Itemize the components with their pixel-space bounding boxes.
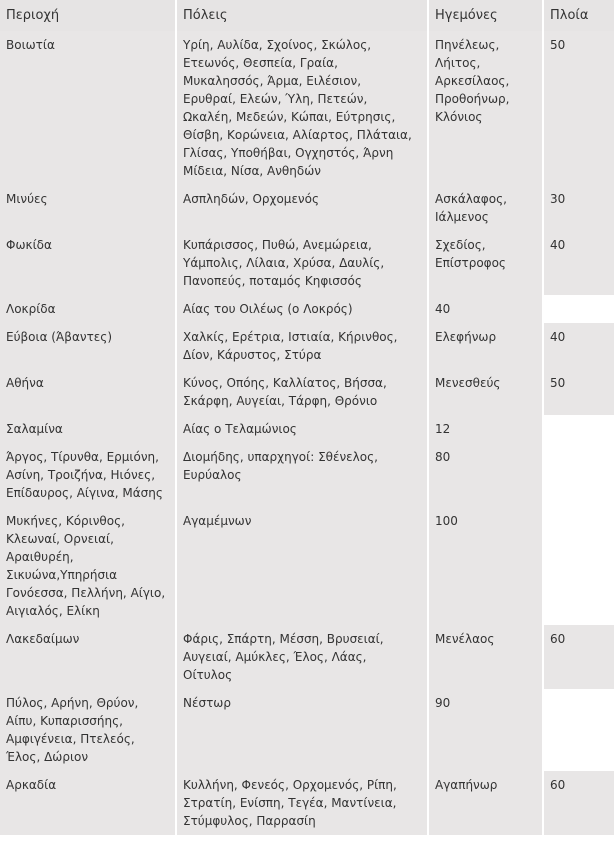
ships-cell: 60 bbox=[544, 625, 614, 689]
leaders-cell: 90 bbox=[429, 689, 542, 771]
ships-cell: 30 bbox=[544, 185, 614, 231]
table-row bbox=[0, 625, 614, 689]
cities-cell: Αίας ο Τελαμώνιος bbox=[177, 415, 427, 443]
leaders-cell: 80 bbox=[429, 443, 542, 507]
ships-cell bbox=[544, 507, 614, 625]
cities-cell: Διομήδης, υπαρχηγοί: Σθένελος, Ευρύαλος bbox=[177, 443, 427, 507]
region-cell: Εύβοια (Άβαντες) bbox=[0, 323, 175, 369]
region-cell: Μυκήνες, Κόρινθος, Κλεωναί, Ορνειαί, Αραιθυρέη, Σικυώνα,Υπηρήσια Γονόεσσα, Πελλήνη, Αίγιο, Αιγιαλός, Ελίκη bbox=[0, 507, 175, 625]
ships-cell: 50 bbox=[544, 31, 614, 185]
cities-cell: Υρίη, Αυλίδα, Σχοίνος, Σκώλος, Ετεωνός, Θεσπεία, Γραία, Μυκαλησσός, Άρμα, Ειλέσιον, Ερυθραί, Ελεών, Ύλη, Πετεών, Ωκαλέη, Μεδεών, Κώπαι, Εύτρησις, Θίσβη, Κορώνεια, Αλίαρτος, Πλάταια, Γλίσας, Υποθήβαι, Ογχηστός, Άρνη Μίδεια, Νίσα, Ανθηδών bbox=[177, 31, 427, 185]
table-row bbox=[0, 185, 614, 231]
table-row bbox=[0, 771, 614, 835]
table-row bbox=[0, 323, 614, 369]
leaders-cell: Αγαπήνωρ bbox=[429, 771, 542, 835]
cities-cell: Ασπληδών, Ορχομενός bbox=[177, 185, 427, 231]
leaders-cell: 40 bbox=[429, 295, 542, 323]
table-row bbox=[0, 415, 614, 443]
ships-cell: 50 bbox=[544, 369, 614, 415]
leaders-cell: Μενεσθεύς bbox=[429, 369, 542, 415]
cities-cell: Κύνος, Οπόης, Καλλίατος, Βήσσα, Σκάρφη, Αυγείαι, Τάρφη, Θρόνιο bbox=[177, 369, 427, 415]
table-row bbox=[0, 31, 614, 185]
region-cell: Μινύες bbox=[0, 185, 175, 231]
region-cell: Σαλαμίνα bbox=[0, 415, 175, 443]
leaders-cell: Ασκάλαφος, Ιάλμενος bbox=[429, 185, 542, 231]
header-ships: Πλοία bbox=[544, 0, 614, 31]
leaders-cell: Ελεφήνωρ bbox=[429, 323, 542, 369]
ships-cell bbox=[544, 443, 614, 507]
table-row bbox=[0, 295, 614, 323]
cities-cell: Φάρις, Σπάρτη, Μέσση, Βρυσειαί, Αυγειαί, Αμύκλες, Έλος, Λάας, Οίτυλος bbox=[177, 625, 427, 689]
cities-cell: Χαλκίς, Ερέτρια, Ιστιαία, Κήρινθος, Δίον, Κάρυστος, Στύρα bbox=[177, 323, 427, 369]
ships-cell: 40 bbox=[544, 323, 614, 369]
header-row bbox=[0, 0, 614, 31]
region-cell: Αθήνα bbox=[0, 369, 175, 415]
table-row bbox=[0, 443, 614, 507]
region-cell: Λακεδαίμων bbox=[0, 625, 175, 689]
region-cell: Αρκαδία bbox=[0, 771, 175, 835]
leaders-cell: 100 bbox=[429, 507, 542, 625]
header-region: Περιοχή bbox=[0, 0, 175, 31]
region-cell: Λοκρίδα bbox=[0, 295, 175, 323]
table-row bbox=[0, 689, 614, 771]
region-cell: Πύλος, Αρήνη, Θρύον, Αίπυ, Κυπαρισσήης, Αμφιγένεια, Πτελεός, Έλος, Δώριον bbox=[0, 689, 175, 771]
leaders-cell: Πηνέλεως, Λήιτος, Αρκεσίλαος, Προθοήνωρ, Κλόνιος bbox=[429, 31, 542, 185]
cities-cell: Αίας του Οιλέως (ο Λοκρός) bbox=[177, 295, 427, 323]
leaders-cell: Σχεδίος, Επίστροφος bbox=[429, 231, 542, 295]
region-cell: Φωκίδα bbox=[0, 231, 175, 295]
region-cell: Άργος, Τίρυνθα, Ερμιόνη, Ασίνη, Τροιζήνα, Ηιόνες, Επίδαυρος, Αίγινα, Μάσης bbox=[0, 443, 175, 507]
leaders-cell: Μενέλαος bbox=[429, 625, 542, 689]
ships-cell bbox=[544, 295, 614, 323]
leaders-cell: 12 bbox=[429, 415, 542, 443]
ships-cell: 60 bbox=[544, 771, 614, 835]
cities-cell: Κυπάρισσος, Πυθώ, Ανεμώρεια, Υάμπολις, Λίλαια, Χρύσα, Δαυλίς, Πανοπεύς, ποταμός Κηφισσός bbox=[177, 231, 427, 295]
table-row bbox=[0, 369, 614, 415]
table-row bbox=[0, 507, 614, 625]
header-leaders: Ηγεμόνες bbox=[429, 0, 542, 31]
ships-cell: 40 bbox=[544, 231, 614, 295]
ships-cell bbox=[544, 415, 614, 443]
header-cities: Πόλεις bbox=[177, 0, 427, 31]
table-body bbox=[0, 31, 614, 835]
cities-cell: Νέστωρ bbox=[177, 689, 427, 771]
table-row bbox=[0, 231, 614, 295]
cities-cell: Αγαμέμνων bbox=[177, 507, 427, 625]
region-cell: Βοιωτία bbox=[0, 31, 175, 185]
ships-cell bbox=[544, 689, 614, 771]
cities-cell: Κυλλήνη, Φενεός, Ορχομενός, Ρίπη, Στρατίη, Ενίσπη, Τεγέα, Μαντίνεια, Στύμφυλος, Παρρασίη bbox=[177, 771, 427, 835]
